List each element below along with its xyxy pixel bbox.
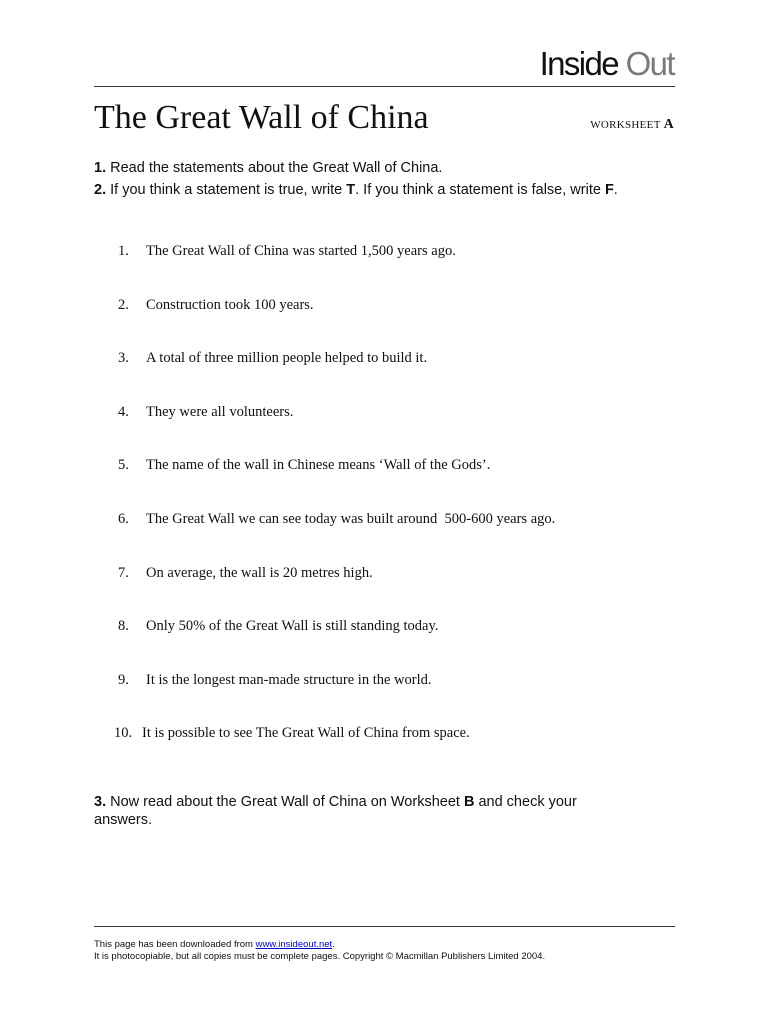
statement-item	[114, 510, 555, 564]
statement-item	[114, 617, 555, 671]
footer-period: .	[332, 939, 335, 950]
statement-text: It is the longest man-made structure in the world.	[146, 671, 432, 688]
statement-text: They were all volunteers.	[146, 403, 294, 420]
statement-text: A total of three million people helped to build it.	[146, 350, 428, 367]
worksheet-tag	[590, 118, 674, 132]
statement-number: 2.	[118, 296, 129, 313]
instruction-3	[94, 793, 634, 829]
worksheet-b-letter: B	[463, 794, 475, 810]
statement-item	[114, 564, 555, 618]
statement-number: 3.	[118, 350, 129, 367]
true-letter: T	[346, 182, 356, 198]
statement-list	[114, 242, 555, 778]
statement-number: 8.	[118, 618, 129, 635]
logo-word-inside: Inside	[539, 45, 619, 82]
statement-text: The name of the wall in Chinese means ‘Wall of the Gods’.	[146, 457, 491, 474]
statement-text: The Great Wall we can see today was built around 500-600 years ago.	[146, 510, 556, 527]
footer	[94, 939, 545, 963]
statement-number: 10.	[114, 725, 133, 742]
statement-item	[114, 242, 555, 296]
statement-item	[114, 296, 555, 350]
instruction-1-number: 1.	[94, 160, 107, 176]
statement-number: 4.	[118, 403, 129, 420]
page-title: The Great Wall of China	[94, 99, 429, 136]
statement-text: On average, the wall is 20 metres high.	[146, 564, 373, 581]
worksheet-label: WORKSHEET	[590, 119, 661, 131]
statement-item	[114, 403, 555, 457]
worksheet-letter: A	[663, 117, 674, 132]
footer-divider	[94, 926, 675, 927]
instruction-2-number: 2.	[94, 182, 107, 198]
statement-item	[114, 456, 555, 510]
inside-out-logo	[540, 44, 674, 84]
statement-item	[114, 671, 555, 725]
instruction-2-text-a: If you think a statement is true, write	[106, 182, 347, 198]
statement-number: 6.	[118, 510, 129, 527]
statement-number: 1.	[118, 243, 129, 259]
insideout-link[interactable]: www.insideout.net	[255, 939, 333, 950]
instruction-2-text-b: . If you think a statement is false, write	[355, 182, 605, 198]
false-letter: F	[604, 182, 614, 198]
header-divider	[94, 86, 675, 87]
instruction-2-text-c: .	[613, 182, 618, 198]
statement-text: Construction took 100 years.	[146, 296, 314, 313]
instruction-3-text-a: Now read about the Great Wall of China on Worksheet	[106, 794, 464, 810]
statement-text: Only 50% of the Great Wall is still standing today.	[146, 618, 439, 635]
footer-copyright: It is photocopiable, but all copies must be complete pages. Copyright © Macmillan Publishers Limited 2004.	[94, 951, 546, 962]
statement-item	[114, 724, 555, 778]
instruction-2	[94, 181, 654, 199]
instruction-1-text: Read the statements about the Great Wall of China.	[106, 160, 443, 176]
statement-number: 5.	[118, 457, 129, 474]
statement-item	[114, 349, 555, 403]
instruction-1	[94, 159, 654, 177]
instruction-3-text-b: and check your answers.	[94, 794, 577, 828]
logo-word-out: Out	[625, 45, 674, 82]
statement-text: The Great Wall of China was started 1,500 years ago.	[146, 243, 456, 259]
statement-number: 9.	[118, 671, 129, 688]
statement-text: It is possible to see The Great Wall of China from space.	[142, 725, 470, 742]
statement-number: 7.	[118, 564, 129, 581]
footer-line-1	[94, 939, 545, 951]
footer-download-text: This page has been downloaded from	[94, 939, 256, 950]
instruction-3-number: 3.	[94, 794, 107, 810]
